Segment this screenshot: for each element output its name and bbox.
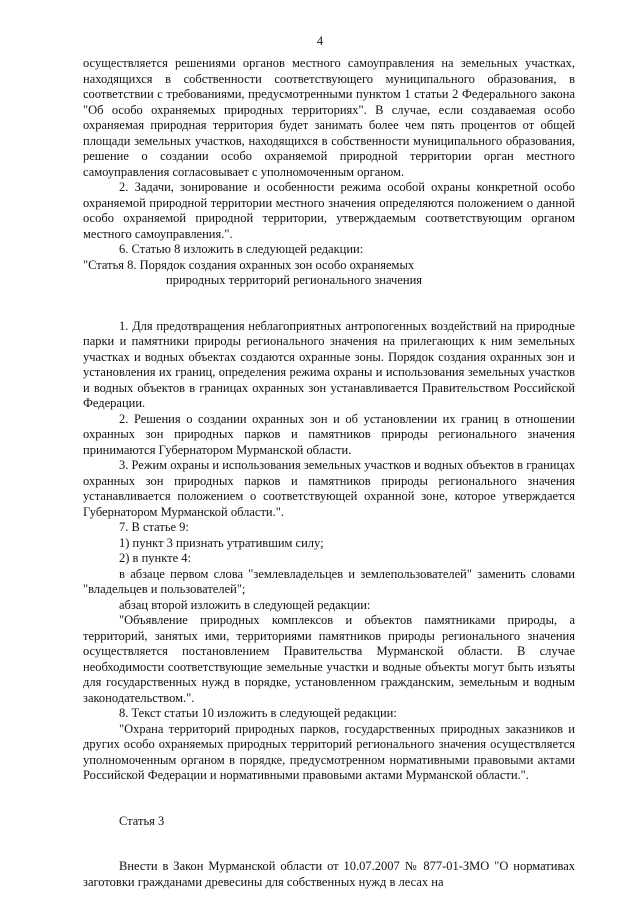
- paragraph: 3. Режим охраны и использования земельных участков и водных объектов в границах охранных зон природных парков и памятников природы регионального значения устанавливается положением о соответствующей охранной зоне, которое утверждается Губернатором Мурманской области.".: [83, 458, 575, 519]
- article-heading: Статья 3: [119, 813, 165, 828]
- paragraph: 8. Текст статьи 10 изложить в следующей редакции:: [119, 706, 397, 720]
- paragraph: "Объявление природных комплексов и объектов памятниками природы, а территорий, занятых ими, территориями памятников природы регионального значения осуществляется постановлением Правительства Мурманской области. В случае необходимости соответствующие земельные участки и водные объекты могут быть изъяты для государственных нужд в порядке, установленном гражданским, земельным и водным законодательством.".: [83, 613, 575, 705]
- paragraph: осуществляется решениями органов местного самоуправления на земельных участках, находящихся в собственности соответствующего муниципального образования, в соответствии с требованиями, предусмотренными пунктом 1 статьи 2 Федерального закона "Об особо охраняемых природных территориях". В случае, если создаваемая особо охраняемая природная территория будет занимать более чем пять процентов от общей площади земельных участков, находящихся в собственности муниципального образования, решение о создании особо охраняемой природной территории орган местного самоуправления согласовывает с уполномоченным органом.: [83, 56, 575, 179]
- paragraph: Внести в Закон Мурманской области от 10.07.2007 № 877-01-ЗМО "О нормативах заготовки гражданами древесины для собственных нужд в лесах на: [83, 859, 575, 889]
- article-title: [83, 258, 575, 289]
- paragraph: 2. Задачи, зонирование и особенности режима особой охраны конкретной особо охраняемой природной территории местного значения определяются положением о данной особо охраняемой природной территории, утверждаемым соответствующим органом местного самоуправления.".: [83, 180, 575, 241]
- paragraph: 2) в пункте 4:: [119, 551, 191, 565]
- paragraph: 2. Решения о создании охранных зон и об установлении их границ в отношении охранных зон природных парков и памятников природы регионального значения принимаются Губернатором Мурманской области.: [83, 411, 575, 457]
- paragraph: 6. Статью 8 изложить в следующей редакции:: [119, 242, 364, 256]
- paragraph: в абзаце первом слова "землевладельцев и землепользователей" заменить словами "владельцев и пользователей";: [83, 566, 575, 596]
- article-title-line-2: природных территорий регионального значения: [166, 273, 423, 287]
- paragraph: "Охрана территорий природных парков, государственных природных заказников и других особо охраняемых природных территорий регионального значения осуществляется уполномоченным органом в порядке, предусмотренном нормативными правовыми актами Российской Федерации и нормативными правовыми актами Мурманской области.".: [83, 721, 575, 782]
- paragraph: 7. В статье 9:: [119, 520, 189, 534]
- paragraph: 1. Для предотвращения неблагоприятных антропогенных воздействий на природные парки и памятники природы регионального значения на прилегающих к ним земельных участках и водных объектах создаются охранные зоны. Порядок создания охранных зон и установления их границ, определения режима охраны и использования земельных участков и водных объектов в границах охранных зон устанавливается Правительством Российской Федерации.: [83, 318, 575, 410]
- page-number: 4: [316, 34, 324, 48]
- paragraph: абзац второй изложить в следующей редакции:: [119, 597, 371, 612]
- document-body: [83, 56, 575, 890]
- paragraph: 1) пункт 3 признать утратившим силу;: [119, 535, 324, 550]
- article-title-line-1: "Статья 8. Порядок создания охранных зон особо охраняемых: [83, 257, 415, 272]
